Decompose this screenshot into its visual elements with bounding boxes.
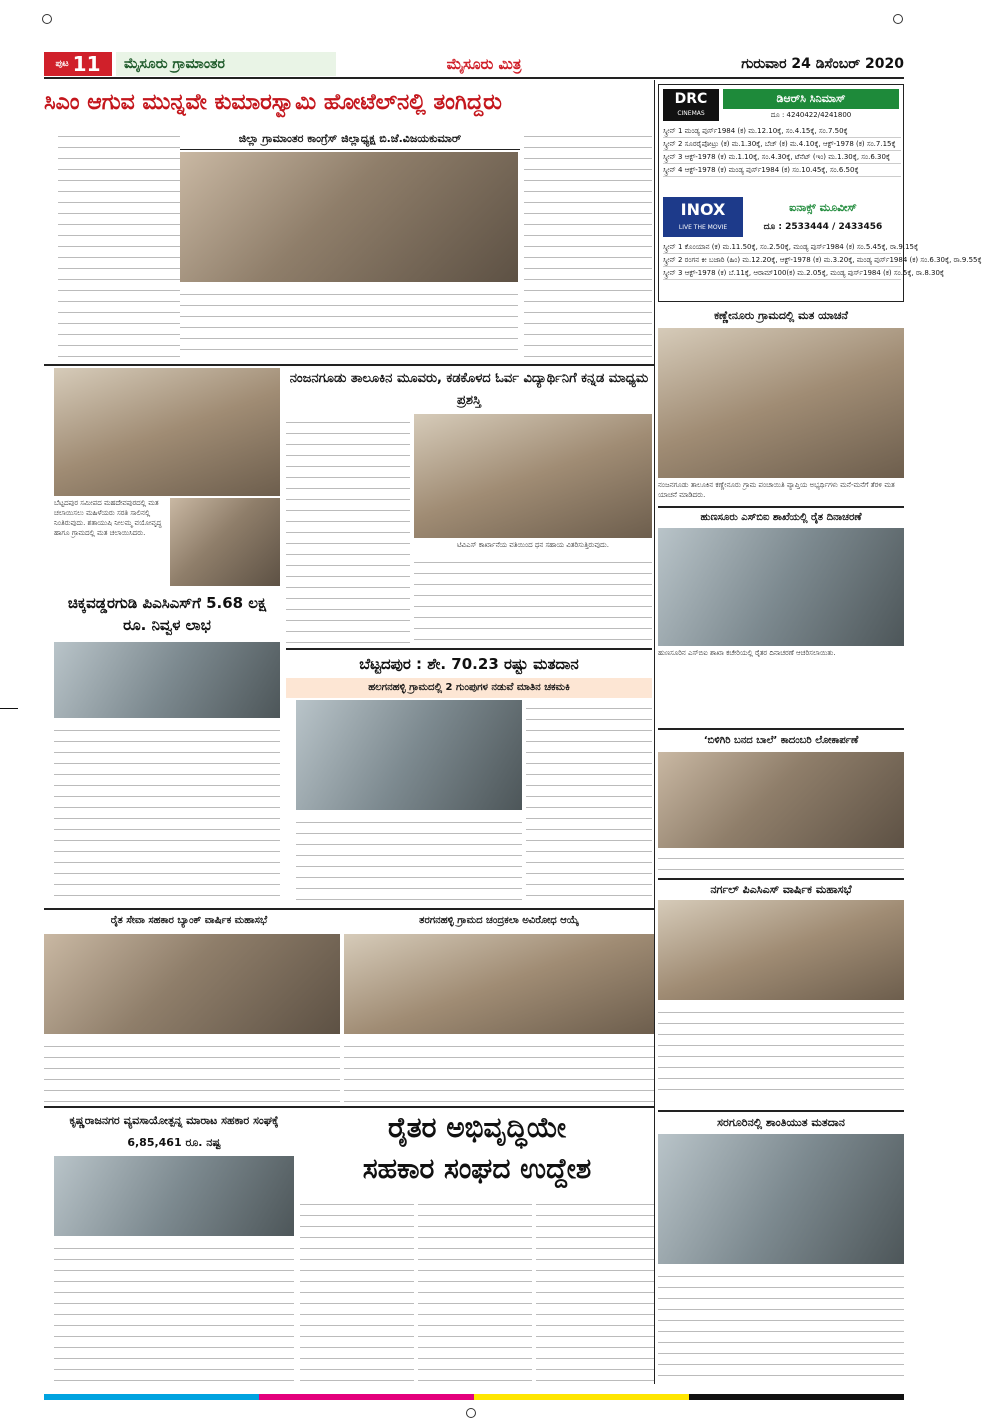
drc-row: ಸ್ಕ್ರೀನ್ 1 ಮಂಡ್ಯ ಪುರ್ಸ್‌1984 (ಕ) ಮ.12.10ಕ್ಕೆ, ಸಂ.4.15ಕ್ಕೆ, ಸಂ.7.50ಕ್ಕೆ	[663, 125, 901, 138]
inox-row: ಸ್ಕ್ರೀನ್ 2 ರಂಗನ ಕೀ ಬಜಾರಿ (ಹಿಂ) ಮ.12.20ಕ್ಕೆ, ಆಕ್ಟ್-1978 (ಕ) ಮ.3.20ಕ್ಕೆ, ಮಂಡ್ಯ ಪುರ್ಸ್‌1984 (ಕ) ಸಂ.6.30ಕ್ಕೆ, ರಾ.9.55ಕ್ಕೆ	[663, 254, 901, 267]
magenta-swatch	[259, 1394, 474, 1400]
nargal-photo	[658, 900, 904, 1000]
paper-name: ಮೈಸೂರು ಮಿತ್ರ	[446, 55, 522, 73]
drc-phone: ದೂ : 4240422/4241800	[770, 111, 852, 119]
nanjangud-body-2	[414, 554, 652, 644]
drc-logo-sub: CINEMAS	[677, 110, 705, 117]
black-swatch	[689, 1394, 904, 1400]
cinema-listings	[658, 84, 982, 302]
taraganahalli-headline: ತರಗನಹಳ್ಳಿ ಗ್ರಾಮದ ಚಂದ್ರಕಲಾ ಅವಿರೋಧ ಆಯ್ಕೆ	[419, 915, 579, 926]
masthead	[44, 52, 904, 76]
nargal-body	[658, 1004, 904, 1100]
nanjangud-body	[286, 414, 410, 644]
saraguru-headline: ಸರಗೂರಿನಲ್ಲಿ ಶಾಂತಿಯುತ ಮತದಾನ	[658, 1110, 904, 1132]
drc-row: ಸ್ಕ್ರೀನ್ 2 ಸೂರರೈಪೋಟ್ರು (ಕ) ಮ.1.30ಕ್ಕೆ, ಬೆಚ್ (ಕ) ಮ.4.10ಕ್ಕೆ, ಆಕ್ಟ್-1978 (ಕ) ಸಂ.7.15ಕ್ಕೆ	[663, 138, 901, 151]
nanjangud-photo	[414, 414, 652, 538]
lead-subhead: ಜಿಲ್ಲಾ ಗ್ರಾಮಾಂತರ ಕಾಂಗ್ರೆಸ್ ಜಿಲ್ಲಾಧ್ಯಕ್ಷ ಬಿ.ಜೆ.ವಿಜಯಕುಮಾರ್	[180, 128, 520, 150]
saraguru-photo	[658, 1134, 904, 1264]
saraguru-body	[658, 1268, 904, 1384]
header-rule	[44, 77, 904, 79]
inox-schedule	[663, 241, 982, 280]
voting-photo-caption: ಬೆಟ್ಟದಪುರ ಸಮೀಪದ ಮಹದೇವಪುರದಲ್ಲಿ ಮತ ಚಲಾಯಿಸಲು ಮಹಿಳೆಯರು ಸರತಿ ಸಾಲಿನಲ್ಲಿ ನಿಂತಿರುವುದು. ಶತಾಯುಷಿ ನೀಲಮ್ಮ ವಯೋವೃದ್ಧ ಹಾಗೂ ಗ್ರಾಮದಲ್ಲಿ ಮತ ಚಲಾಯಿಸಿದರು.	[54, 499, 162, 537]
page-label: ಪುಟ	[55, 59, 69, 69]
bettadapura-photo	[296, 700, 522, 810]
kannenur-headline: ಕಣ್ಣೇನೂರು ಗ್ರಾಮದಲ್ಲಿ ಮತ ಯಾಚನೆ	[714, 309, 848, 322]
bettadapura-body-2	[526, 700, 652, 904]
voting-queue-photo	[54, 368, 280, 496]
issue-date: ಗುರುವಾರ 24 ಡಿಸೆಂಬರ್ 2020	[741, 56, 904, 72]
inox-logo-text: INOX	[680, 200, 726, 219]
drc-schedule	[663, 125, 901, 177]
lead-photo	[180, 152, 518, 282]
nanjangud-caption: ಟಿವಿಎಸ್ ಕಾರ್ಖಾನೆಯ ವತಿಯಿಂದ ಧನ ಸಹಾಯ ವಿತರಿಸುತ್ತಿರುವುದು.	[456, 541, 610, 549]
chikkavaddaragudi-photo	[54, 642, 280, 718]
chikkavaddaragudi-headline: ಚಿಕ್ಕವಡ್ಡರಗುಡಿ ಪಿಎಸಿಎಸ್‌ಗೆ 5.68 ಲಕ್ಷ ರೂ. ನಿವ್ವಳ ಲಾಭ	[67, 594, 267, 634]
registration-mark	[42, 14, 52, 24]
bettadapura-body	[296, 814, 522, 904]
hunsur-photo	[658, 528, 904, 646]
chikkavaddaragudi-body	[54, 722, 280, 904]
print-color-bar	[44, 1394, 904, 1400]
kannenur-caption: ನಂಜನಗೂಡು ತಾಲೂಕಿನ ಕಣ್ಣೇನೂರು ಗ್ರಾಮ ಪಂಚಾಯಿತಿ ವ್ಯಾಪ್ತಿಯ ಅಭ್ಯರ್ಥಿಗಳು ಮನೆ-ಮನೆಗೆ ತೆರಳಿ ಮತ ಯಾಚನೆ ಮಾಡಿದರು.	[658, 481, 895, 499]
drc-logo-text: DRC	[674, 91, 708, 107]
inox-logo	[663, 197, 743, 237]
column-rule	[654, 80, 655, 1384]
raitha-seva-photo	[44, 934, 340, 1034]
raitara-body	[300, 1196, 414, 1384]
registration-mark	[466, 1408, 476, 1418]
raitha-seva-headline: ರೈತ ಸೇವಾ ಸಹಕಾರ ಬ್ಯಾಂಕ್ ವಾರ್ಷಿಕ ಮಹಾಸಭೆ	[110, 915, 268, 926]
drc-row: ಸ್ಕ್ರೀನ್ 3 ಆಕ್ಟ್-1978 (ಕ) ಮ.1.10ಕ್ಕೆ, ಸಂ.4.30ಕ್ಕೆ, ಟೆನೆಟ್ (ಇಂ) ಮ.1.30ಕ್ಕೆ, ಸಂ.6.30ಕ್ಕೆ	[663, 151, 901, 164]
raitha-seva-body	[44, 1038, 340, 1102]
inox-phone: ದೂ : 2533444 / 2433456	[763, 222, 883, 232]
biligiri-headline: ‘ಬಿಳಿಗಿರಿ ಬನದ ಬಾಲೆ’ ಕಾದಂಬರಿ ಲೋಕಾರ್ಪಣೆ	[658, 728, 904, 750]
trim-mark	[0, 708, 18, 709]
inox-title: ಐನಾಕ್ಸ್ ಮೂವೀಸ್	[789, 201, 857, 214]
lead-body-text	[58, 128, 180, 360]
registration-mark	[893, 14, 903, 24]
inox-row: ಸ್ಕ್ರೀನ್ 3 ಆಕ್ಟ್-1978 (ಕ) ಬೆ.11ಕ್ಕೆ, ಆರಾಮ್‌100(ಕ) ಮ.2.05ಕ್ಕೆ, ಮಂಡ್ಯ ಪುರ್ಸ್‌1984 (ಕ) ಸಂ.5ಕ್ಕೆ, ರಾ.8.30ಕ್ಕೆ	[663, 267, 901, 280]
hunsur-caption: ಹುಣಸೂರಿನ ಎಸ್‌ಬಿಐ ಶಾಖಾ ಕಚೇರಿಯಲ್ಲಿ ರೈತರ ದಿನಾಚರಣೆ ಆಚರಿಸಲಾಯಿತು.	[658, 649, 836, 657]
section-rule	[44, 364, 654, 366]
lead-body-text-3	[524, 128, 652, 360]
krishnarajanagar-headline: ಕೃಷ್ಣರಾಜನಗರ ವ್ಯವಸಾಯೋತ್ಪನ್ನ ಮಾರಾಟ ಸಹಕಾರ ಸಂಘಕ್ಕೆ 6,85,461 ರೂ. ನಷ್ಟ	[69, 1114, 279, 1149]
kannenur-photo	[658, 328, 904, 478]
section-name: ಮೈಸೂರು ಗ್ರಾಮಾಂತರ	[116, 52, 336, 76]
bettadapura-headline: ಬೆಟ್ಟದಪುರ : ಶೇ. 70.23 ರಷ್ಟು ಮತದಾನ	[286, 648, 652, 676]
drc-title: ಡಿಆರ್‌ಸಿ ಸಿನಿಮಾಸ್	[723, 89, 899, 109]
nanjangud-headline: ನಂಜನಗೂಡು ತಾಲೂಕಿನ ಮೂವರು, ಕಡಕೊಳದ ಓರ್ವ ವಿದ್ಯಾರ್ಥಿನಿಗೆ ಕನ್ನಡ ಮಾಧ್ಯಮ ಪ್ರಶಸ್ತಿ	[289, 371, 649, 408]
lead-body-text-2	[180, 286, 518, 360]
lead-headline: ಸಿಎಂ ಆಗುವ ಮುನ್ನವೇ ಕುಮಾರಸ್ವಾಮಿ ಹೋಟೆಲ್‌ನಲ್ಲಿ ತಂಗಿದ್ದರು	[44, 90, 502, 115]
halaganahalli-headline: ಹಲಗನಹಳ್ಳಿ ಗ್ರಾಮದಲ್ಲಿ 2 ಗುಂಪುಗಳ ನಡುವೆ ಮಾತಿನ ಚಕಮಕಿ	[286, 678, 652, 698]
raitara-body-3	[536, 1196, 654, 1384]
drc-logo	[663, 89, 719, 121]
biligiri-caption	[658, 850, 904, 876]
taraganahalli-body	[344, 1038, 654, 1102]
voter-elder-photo	[170, 498, 280, 586]
raitara-body-2	[418, 1196, 532, 1384]
hunsur-headline: ಹುಣಸೂರು ಎಸ್‌ಬಿಐ ಶಾಖೆಯಲ್ಲಿ ರೈತ ದಿನಾಚರಣೆ	[658, 506, 904, 526]
inox-tagline: LIVE THE MOVIE	[678, 224, 728, 231]
biligiri-photo	[658, 752, 904, 848]
raitara-headline-line-2: ಸಹಕಾರ ಸಂಘದ ಉದ್ದೇಶ	[362, 1152, 592, 1185]
inox-row: ಸ್ಕ್ರೀನ್ 1 ಕೊಂಯಾನ (ಕ) ಮ.11.50ಕ್ಕೆ, ಸಂ.2.50ಕ್ಕೆ, ಮಂಡ್ಯ ಪುರ್ಸ್‌1984 (ಕ) ಸಂ.5.45ಕ್ಕೆ, ರಾ.9.15ಕ್ಕೆ	[663, 241, 901, 254]
yellow-swatch	[474, 1394, 689, 1400]
krishnarajanagar-body	[54, 1240, 294, 1384]
taraganahalli-photo	[344, 934, 654, 1034]
krishnarajanagar-photo	[54, 1156, 294, 1236]
drc-row: ಸ್ಕ್ರೀನ್ 4 ಆಕ್ಟ್-1978 (ಕ) ಮಂಡ್ಯ ಪುರ್ಸ್‌1984 (ಕ) ಸಂ.10.45ಕ್ಕೆ, ಸಂ.6.50ಕ್ಕೆ	[663, 164, 901, 177]
cyan-swatch	[44, 1394, 259, 1400]
nargal-headline: ನರ್ಗಲ್ ಪಿಎಸಿಎಸ್ ವಾರ್ಷಿಕ ಮಹಾಸಭೆ	[658, 878, 904, 898]
page-number: 11	[72, 52, 101, 76]
page-number-box	[44, 52, 112, 76]
raitara-headline-line-1: ರೈತರ ಅಭಿವೃದ್ಧಿಯೇ	[387, 1111, 567, 1144]
